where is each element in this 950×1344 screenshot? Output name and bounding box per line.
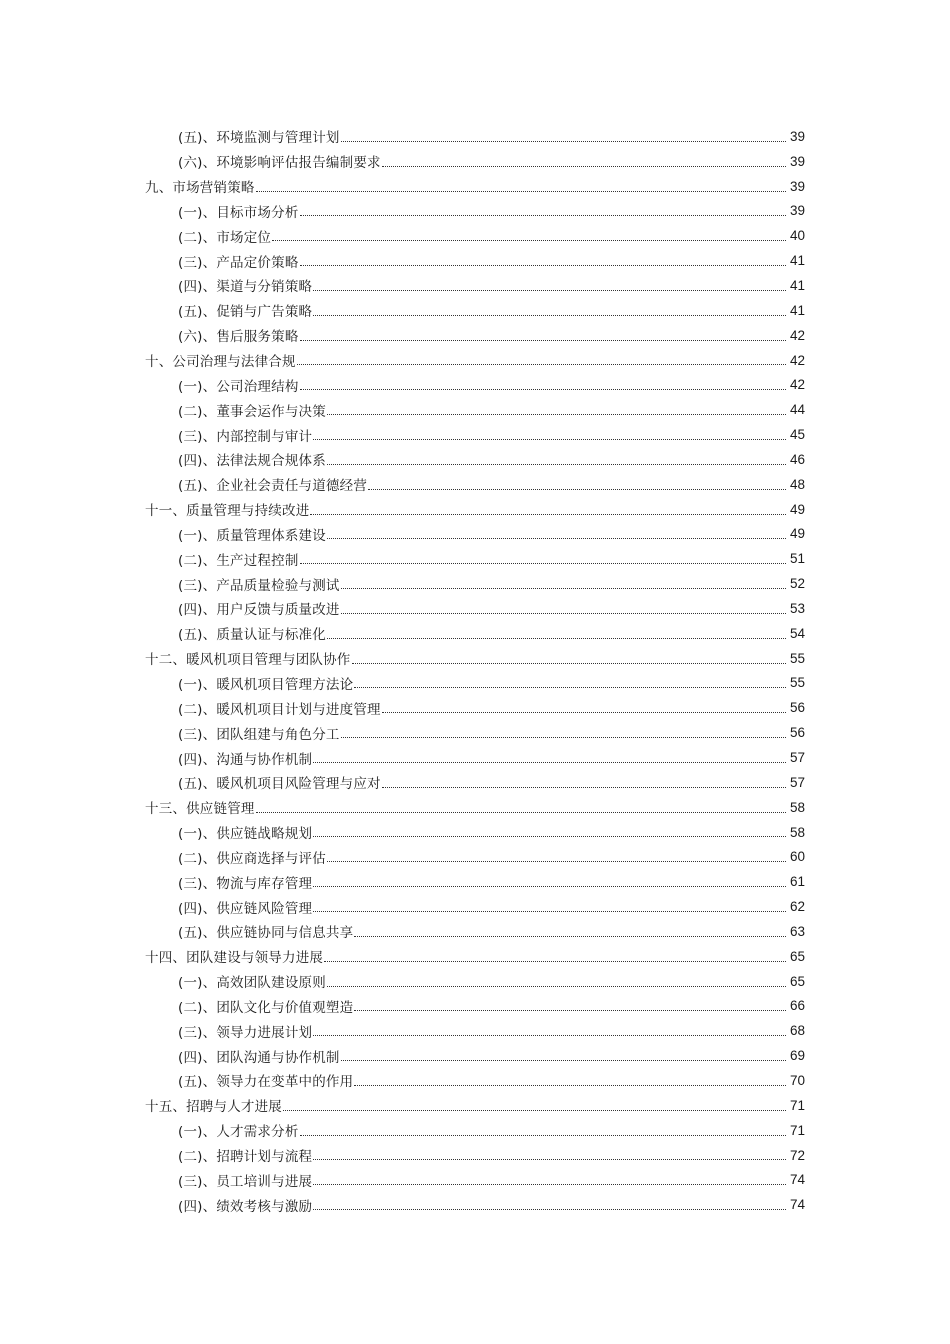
- toc-page-number: 56: [789, 725, 805, 741]
- toc-dot-leader: [313, 835, 786, 837]
- toc-page-number: 41: [789, 277, 805, 293]
- toc-page-number: 54: [789, 625, 805, 641]
- toc-entry-title: (三)、产品定价策略: [178, 251, 299, 271]
- toc-entry-title: (三)、领导力进展计划: [178, 1021, 312, 1041]
- toc-entry-title: (三)、员工培训与进展: [178, 1170, 312, 1190]
- toc-chapter-entry[interactable]: [0, 348, 950, 373]
- toc-chapter-entry[interactable]: [0, 497, 950, 522]
- toc-entry-title: (二)、董事会运作与决策: [178, 400, 326, 420]
- toc-chapter-entry[interactable]: [0, 795, 950, 820]
- toc-entry-title: (二)、暖风机项目计划与进度管理: [178, 698, 381, 718]
- toc-section-entry[interactable]: [0, 1043, 950, 1068]
- toc-chapter-entry[interactable]: [0, 646, 950, 671]
- toc-page-number: 48: [789, 476, 805, 492]
- toc-page-number: 55: [789, 650, 805, 666]
- toc-entry-title: (一)、暖风机项目管理方法论: [178, 673, 353, 693]
- toc-dot-leader: [382, 165, 786, 167]
- toc-page-number: 42: [789, 352, 805, 368]
- toc-section-entry[interactable]: [0, 397, 950, 422]
- toc-entry-title: 十、公司治理与法律合规: [145, 350, 296, 370]
- toc-dot-leader: [313, 289, 786, 291]
- toc-page-number: 39: [789, 178, 805, 194]
- toc-dot-leader: [313, 1158, 786, 1160]
- toc-dot-leader: [313, 438, 786, 440]
- toc-page-number: 72: [789, 1147, 805, 1163]
- toc-page-number: 44: [789, 402, 805, 418]
- toc-page-number: 71: [789, 1122, 805, 1138]
- toc-page-number: 51: [789, 551, 805, 567]
- toc-entry-title: (一)、高效团队建设原则: [178, 971, 326, 991]
- toc-entry-title: (四)、渠道与分销策略: [178, 275, 312, 295]
- toc-section-entry[interactable]: [0, 596, 950, 621]
- toc-section-entry[interactable]: [0, 1167, 950, 1192]
- toc-dot-leader: [297, 363, 786, 365]
- toc-dot-leader: [327, 413, 786, 415]
- toc-dot-leader: [368, 488, 786, 490]
- toc-dot-leader: [327, 860, 786, 862]
- toc-section-entry[interactable]: [0, 273, 950, 298]
- toc-section-entry[interactable]: [0, 919, 950, 944]
- toc-entry-title: (一)、目标市场分析: [178, 201, 299, 221]
- toc-page-number: 63: [789, 923, 805, 939]
- toc-dot-leader: [300, 562, 786, 564]
- toc-dot-leader: [313, 761, 786, 763]
- toc-entry-title: 九、市场营销策略: [145, 176, 255, 196]
- toc-section-entry[interactable]: [0, 323, 950, 348]
- toc-dot-leader: [354, 1009, 786, 1011]
- toc-entry-title: (五)、环境监测与管理计划: [178, 126, 340, 146]
- toc-section-entry[interactable]: [0, 820, 950, 845]
- toc-dot-leader: [300, 1134, 786, 1136]
- toc-entry-title: (四)、用户反馈与质量改进: [178, 598, 340, 618]
- toc-page-number: 55: [789, 675, 805, 691]
- toc-page-number: 74: [789, 1197, 805, 1213]
- toc-dot-leader: [300, 214, 786, 216]
- toc-entry-title: (五)、企业社会责任与道德经营: [178, 474, 367, 494]
- toc-dot-leader: [341, 140, 786, 142]
- toc-dot-leader: [327, 537, 786, 539]
- toc-dot-leader: [341, 1059, 786, 1061]
- toc-section-entry[interactable]: [0, 298, 950, 323]
- toc-section-entry[interactable]: [0, 671, 950, 696]
- toc-section-entry[interactable]: [0, 571, 950, 596]
- toc-section-entry[interactable]: [0, 869, 950, 894]
- toc-entry-title: (二)、市场定位: [178, 226, 271, 246]
- toc-entry-title: (三)、产品质量检验与测试: [178, 574, 340, 594]
- toc-dot-leader: [324, 960, 786, 962]
- toc-section-entry[interactable]: [0, 844, 950, 869]
- toc-page-number: 58: [789, 799, 805, 815]
- toc-dot-leader: [313, 1034, 786, 1036]
- toc-section-entry[interactable]: [0, 199, 950, 224]
- toc-section-entry[interactable]: [0, 124, 950, 149]
- toc-entry-title: (六)、售后服务策略: [178, 325, 299, 345]
- toc-page-number: 68: [789, 1023, 805, 1039]
- toc-page-number: 52: [789, 576, 805, 592]
- toc-page-number: 41: [789, 253, 805, 269]
- toc-page-number: 58: [789, 824, 805, 840]
- toc-chapter-entry[interactable]: [0, 944, 950, 969]
- toc-section-entry[interactable]: [0, 770, 950, 795]
- toc-page-number: 57: [789, 750, 805, 766]
- toc-dot-leader: [313, 1208, 786, 1210]
- toc-section-entry[interactable]: [0, 546, 950, 571]
- toc-section-entry[interactable]: [0, 223, 950, 248]
- toc-dot-leader: [341, 612, 786, 614]
- toc-entry-title: (一)、公司治理结构: [178, 375, 299, 395]
- toc-entry-title: (四)、团队沟通与协作机制: [178, 1046, 340, 1066]
- toc-entry-title: (一)、供应链战略规划: [178, 822, 312, 842]
- toc-section-entry[interactable]: [0, 248, 950, 273]
- toc-entry-title: (六)、环境影响评估报告编制要求: [178, 151, 381, 171]
- toc-section-entry[interactable]: [0, 372, 950, 397]
- toc-section-entry[interactable]: [0, 1068, 950, 1093]
- toc-dot-leader: [341, 587, 786, 589]
- toc-page-number: 39: [789, 153, 805, 169]
- toc-entry-title: (三)、物流与库存管理: [178, 872, 312, 892]
- toc-section-entry[interactable]: [0, 447, 950, 472]
- toc-entry-title: (四)、供应链风险管理: [178, 897, 312, 917]
- toc-dot-leader: [354, 686, 786, 688]
- toc-dot-leader: [382, 786, 786, 788]
- toc-section-entry[interactable]: [0, 621, 950, 646]
- toc-page-number: 42: [789, 377, 805, 393]
- toc-section-entry[interactable]: [0, 1143, 950, 1168]
- toc-dot-leader: [300, 339, 786, 341]
- toc-section-entry[interactable]: [0, 149, 950, 174]
- toc-page-number: 57: [789, 774, 805, 790]
- toc-entry-title: 十五、招聘与人才进展: [145, 1095, 282, 1115]
- toc-entry-title: (四)、法律法规合规体系: [178, 449, 326, 469]
- toc-dot-leader: [327, 637, 786, 639]
- toc-dot-leader: [341, 736, 786, 738]
- toc-page-number: 62: [789, 899, 805, 915]
- toc-section-entry[interactable]: [0, 1192, 950, 1217]
- toc-section-entry[interactable]: [0, 695, 950, 720]
- toc-section-entry[interactable]: [0, 969, 950, 994]
- toc-entry-title: 十一、质量管理与持续改进: [145, 499, 309, 519]
- toc-dot-leader: [313, 1183, 786, 1185]
- toc-entry-title: (三)、内部控制与审计: [178, 425, 312, 445]
- toc-page-number: 65: [789, 973, 805, 989]
- toc-dot-leader: [327, 463, 786, 465]
- toc-dot-leader: [382, 711, 786, 713]
- toc-dot-leader: [327, 985, 786, 987]
- toc-page-number: 71: [789, 1097, 805, 1113]
- toc-entry-title: (五)、暖风机项目风险管理与应对: [178, 772, 381, 792]
- toc-entry-title: (一)、质量管理体系建设: [178, 524, 326, 544]
- toc-page-number: 61: [789, 874, 805, 890]
- toc-entry-title: (五)、质量认证与标准化: [178, 623, 326, 643]
- toc-entry-title: (五)、促销与广告策略: [178, 300, 312, 320]
- toc-entry-title: (二)、招聘计划与流程: [178, 1145, 312, 1165]
- toc-page-number: 39: [789, 128, 805, 144]
- toc-dot-leader: [300, 388, 786, 390]
- toc-section-entry[interactable]: [0, 472, 950, 497]
- table-of-contents: [0, 124, 950, 1217]
- toc-page-number: 69: [789, 1048, 805, 1064]
- toc-page-number: 60: [789, 849, 805, 865]
- toc-dot-leader: [272, 239, 786, 241]
- toc-section-entry[interactable]: [0, 720, 950, 745]
- toc-chapter-entry[interactable]: [0, 174, 950, 199]
- toc-entry-title: (二)、团队文化与价值观塑造: [178, 996, 353, 1016]
- toc-page-number: 66: [789, 998, 805, 1014]
- toc-entry-title: 十三、供应链管理: [145, 797, 255, 817]
- toc-entry-title: 十四、团队建设与领导力进展: [145, 946, 323, 966]
- toc-entry-title: 十二、暖风机项目管理与团队协作: [145, 648, 351, 668]
- toc-page-number: 74: [789, 1172, 805, 1188]
- toc-page-number: 41: [789, 302, 805, 318]
- toc-dot-leader: [313, 910, 786, 912]
- toc-entry-title: (二)、供应商选择与评估: [178, 847, 326, 867]
- toc-page-number: 42: [789, 327, 805, 343]
- toc-dot-leader: [313, 314, 786, 316]
- toc-dot-leader: [256, 190, 786, 192]
- toc-section-entry[interactable]: [0, 1018, 950, 1043]
- toc-dot-leader: [310, 513, 786, 515]
- toc-page-number: 45: [789, 427, 805, 443]
- toc-page-number: 39: [789, 203, 805, 219]
- toc-dot-leader: [352, 662, 787, 664]
- toc-dot-leader: [354, 1084, 786, 1086]
- toc-page-number: 53: [789, 600, 805, 616]
- toc-page-number: 70: [789, 1072, 805, 1088]
- toc-page-number: 65: [789, 948, 805, 964]
- toc-entry-title: (二)、生产过程控制: [178, 549, 299, 569]
- toc-dot-leader: [354, 935, 786, 937]
- toc-chapter-entry[interactable]: [0, 1093, 950, 1118]
- toc-section-entry[interactable]: [0, 994, 950, 1019]
- toc-dot-leader: [256, 811, 786, 813]
- toc-entry-title: (五)、领导力在变革中的作用: [178, 1070, 353, 1090]
- toc-section-entry[interactable]: [0, 745, 950, 770]
- toc-section-entry[interactable]: [0, 1118, 950, 1143]
- toc-section-entry[interactable]: [0, 422, 950, 447]
- toc-dot-leader: [283, 1109, 786, 1111]
- toc-page-number: 40: [789, 228, 805, 244]
- toc-dot-leader: [300, 264, 786, 266]
- toc-entry-title: (四)、沟通与协作机制: [178, 748, 312, 768]
- toc-page-number: 49: [789, 526, 805, 542]
- toc-page-number: 56: [789, 700, 805, 716]
- toc-entry-title: (三)、团队组建与角色分工: [178, 723, 340, 743]
- toc-section-entry[interactable]: [0, 894, 950, 919]
- toc-section-entry[interactable]: [0, 522, 950, 547]
- toc-entry-title: (一)、人才需求分析: [178, 1120, 299, 1140]
- toc-entry-title: (五)、供应链协同与信息共享: [178, 921, 353, 941]
- toc-page-number: 46: [789, 451, 805, 467]
- toc-page-number: 49: [789, 501, 805, 517]
- toc-dot-leader: [313, 885, 786, 887]
- toc-entry-title: (四)、绩效考核与激励: [178, 1195, 312, 1215]
